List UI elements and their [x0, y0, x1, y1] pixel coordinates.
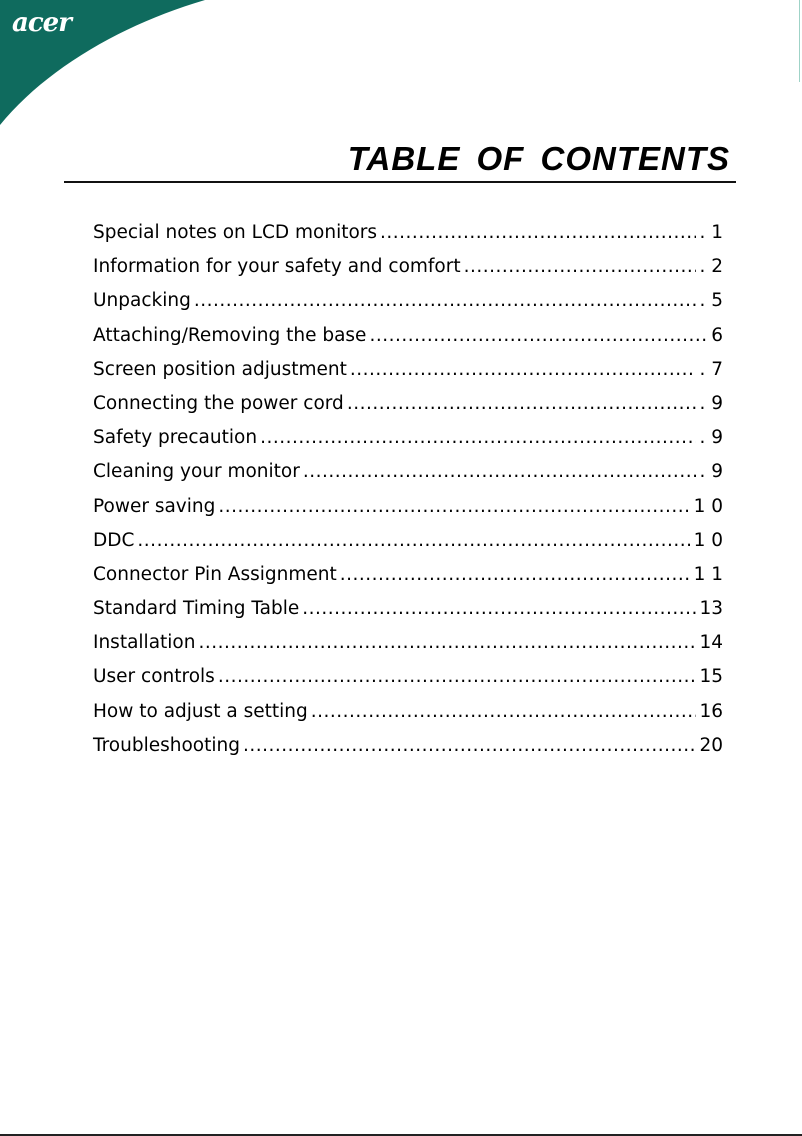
toc-entry[interactable] [93, 325, 723, 359]
toc-entry-page: . 1 [699, 222, 723, 243]
dot-leader [464, 256, 697, 277]
toc-entry-page: . 9 [699, 427, 723, 449]
dot-leader [198, 632, 696, 653]
toc-entry-page: 1 1 [693, 563, 723, 585]
toc-entry-label: Safety precaution [93, 427, 258, 449]
toc-entry[interactable] [93, 427, 723, 461]
title-divider [64, 181, 736, 183]
toc-entry[interactable] [93, 290, 723, 324]
table-of-contents [93, 222, 723, 769]
dot-leader [311, 701, 697, 722]
dot-leader [137, 530, 690, 551]
dot-leader [243, 735, 697, 756]
toc-entry-page: 13 [699, 598, 723, 620]
toc-entry[interactable] [93, 359, 723, 393]
dot-leader [218, 496, 690, 517]
dot-leader [369, 325, 708, 346]
dot-leader [340, 564, 691, 585]
toc-entry[interactable] [93, 564, 723, 598]
toc-entry[interactable] [93, 222, 723, 256]
toc-entry-page: 15 [699, 666, 723, 688]
page-title: TABLE OF CONTENTS [347, 140, 730, 177]
toc-entry[interactable] [93, 461, 723, 495]
toc-entry[interactable] [93, 530, 723, 564]
toc-entry-label: User controls [93, 666, 215, 688]
toc-entry-page: 1 0 [693, 529, 723, 551]
toc-entry-page: . 2 [699, 256, 723, 278]
page-edge-line [799, 0, 800, 82]
toc-entry-label: Information for your safety and comfort [93, 256, 461, 278]
toc-entry-label: DDC [93, 529, 135, 551]
dot-leader [380, 222, 696, 243]
toc-entry-label: Unpacking [93, 290, 191, 312]
dot-leader [218, 666, 697, 687]
toc-entry-label: Troubleshooting [93, 734, 240, 756]
toc-entry-label: Power saving [93, 495, 216, 517]
acer-logo: acer [12, 8, 71, 38]
toc-entry[interactable] [93, 701, 723, 735]
dot-leader [302, 598, 696, 619]
toc-entry-label: Connector Pin Assignment [93, 563, 337, 585]
toc-entry-page: 6 [711, 324, 723, 346]
toc-entry-label: How to adjust a setting [93, 700, 308, 722]
toc-entry[interactable] [93, 496, 723, 530]
dot-leader [194, 290, 697, 311]
toc-entry-page: 1 0 [693, 495, 723, 517]
toc-entry[interactable] [93, 735, 723, 769]
toc-entry[interactable] [93, 393, 723, 427]
toc-entry-page: 16 [699, 700, 723, 722]
toc-entry-label: Special notes on LCD monitors [93, 222, 378, 243]
toc-entry-label: Attaching/Removing the base [93, 324, 367, 346]
dot-leader [350, 359, 697, 380]
toc-entry[interactable] [93, 256, 723, 290]
toc-entry-page: . 7 [699, 358, 723, 380]
toc-entry-label: Screen position adjustment [93, 358, 347, 380]
toc-entry-label: Cleaning your monitor [93, 461, 300, 483]
toc-entry-page: . 9 [699, 392, 723, 414]
dot-leader [303, 461, 697, 482]
dot-leader [347, 393, 697, 414]
toc-entry[interactable] [93, 666, 723, 700]
toc-entry-label: Connecting the power cord [93, 392, 344, 414]
toc-entry-label: Standard Timing Table [93, 598, 300, 620]
toc-entry-label: Installation [93, 632, 196, 654]
toc-entry-page: . 5 [699, 290, 723, 312]
toc-entry[interactable] [93, 598, 723, 632]
toc-entry[interactable] [93, 632, 723, 666]
toc-entry-page: 20 [699, 734, 723, 756]
toc-entry-page: . 9 [699, 461, 723, 483]
toc-entry-page: 14 [699, 632, 723, 654]
dot-leader [260, 427, 696, 448]
